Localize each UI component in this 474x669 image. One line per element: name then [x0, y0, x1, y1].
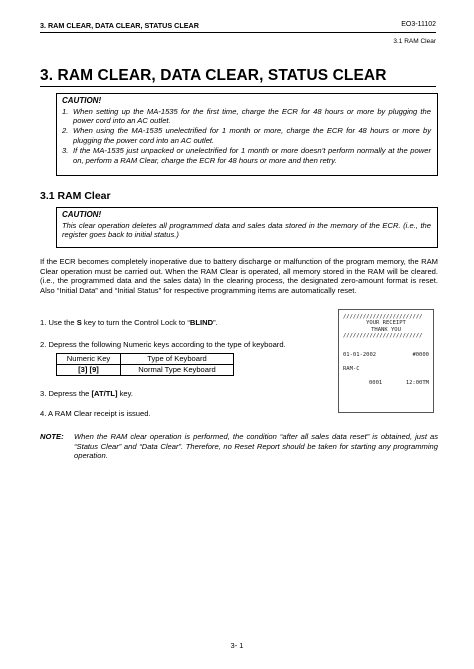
- note-text: When the RAM clear operation is performed, the condition “after all sales data reset” is obtained, just as “Status Clear” and “Data Clear”. Therefore, no Reset Report should be taken for starting any programming operation.: [74, 432, 438, 461]
- caution-text: This clear operation deletes all programmed data and sales data stored in the memory of the ECR. (i.e., the register goes back to initial status.): [62, 220, 431, 240]
- section-heading: 3.1 RAM Clear: [40, 190, 111, 202]
- page-number: 3- 1: [230, 641, 244, 650]
- caution-item: [62, 146, 431, 165]
- numeric-key-table: [56, 353, 234, 376]
- caution-label: CAUTION!: [62, 96, 102, 105]
- table-cell-keyboard: Normal Type Keyboard: [121, 365, 234, 376]
- step-text: ”.: [213, 318, 218, 327]
- receipt-date: 01-01-2002: [343, 351, 377, 358]
- table-cell-key: [3] [9]: [57, 365, 121, 376]
- lock-position: BLIND: [189, 318, 214, 327]
- column-header: Type of Keyboard: [121, 354, 234, 365]
- step-4: 4. A RAM Clear receipt is issued.: [40, 409, 151, 418]
- caution-item: [62, 126, 431, 145]
- page-title: 3. RAM CLEAR, DATA CLEAR, STATUS CLEAR: [40, 67, 387, 84]
- caution-label: CAUTION!: [62, 210, 102, 219]
- receipt-border-line: ////////////////////////: [343, 314, 423, 320]
- receipt-time-row: [343, 380, 429, 386]
- caution-box-setup: [56, 93, 438, 176]
- table-row: [57, 365, 234, 376]
- intro-paragraph: If the ECR becomes completely inoperative due to battery discharge or malfunction of the program memory, the RAM Clear operation must be carried out. When the RAM Clear is operated, all memory stored in the RAM will be cleared. (i.e., the programmed data and the sales data) In the clearing process, the designated zero-amount format is reset. Also “Initial Data” and “Initial Status” for respective programming items are automatically reset.: [40, 257, 438, 295]
- title-underline: [40, 86, 436, 87]
- caution-box-ram-clear: [56, 207, 438, 248]
- receipt-mode: RAM-C: [343, 366, 360, 373]
- key-name: [AT/TL]: [91, 389, 118, 398]
- step-text: 1. Use the: [40, 318, 77, 327]
- document-number: EO3-11102: [401, 21, 436, 28]
- receipt-message: YOUR RECEIPT: [366, 320, 406, 327]
- note-block: [40, 432, 438, 461]
- receipt-message: THANK YOU: [371, 326, 401, 333]
- step-1: [40, 318, 218, 328]
- step-text: key.: [117, 389, 133, 398]
- note-label: NOTE:: [40, 432, 64, 441]
- table-header-row: [57, 354, 234, 365]
- caution-item-text: If the MA-1535 just unpacked or unelectrified for 1 month or more doesn’t perform normally at the power on, perform a RAM Clear, charge the ECR for 48 hours or more and then retry.: [73, 145, 431, 165]
- column-header: Numeric Key: [57, 354, 121, 365]
- caution-item-number: 1.: [62, 106, 69, 116]
- key-name: S: [76, 318, 82, 327]
- caution-item: [62, 107, 431, 126]
- step-3: [40, 389, 133, 399]
- receipt-time: 12:00TM: [405, 380, 429, 387]
- header-divider: [40, 32, 436, 33]
- step-text: 3. Depress the: [40, 389, 92, 398]
- running-header-section: 3.1 RAM Clear: [393, 38, 436, 45]
- receipt-code: 0001: [369, 380, 383, 387]
- caution-item-number: 2.: [62, 126, 69, 136]
- receipt-number: #0000: [412, 351, 429, 358]
- caution-item-text: When using the MA-1535 unelectrified for 1 month or more, charge the ECR for 48 hours or more by plugging the power cord into an AC outlet.: [73, 126, 431, 145]
- receipt-border-line: ////////////////////////: [343, 333, 423, 340]
- step-2: 2. Depress the following Numeric keys according to the type of keyboard.: [40, 340, 286, 349]
- caution-item-text: When setting up the MA-1535 for the first time, charge the ECR for 48 hours or more by plugging the power cord into an AC outlet.: [73, 106, 431, 126]
- caution-item-number: 3.: [62, 145, 69, 155]
- running-header-title: 3. RAM CLEAR, DATA CLEAR, STATUS CLEAR: [40, 21, 199, 30]
- ram-clear-receipt: [338, 309, 434, 413]
- step-text: key to turn the Control Lock to “: [81, 318, 190, 327]
